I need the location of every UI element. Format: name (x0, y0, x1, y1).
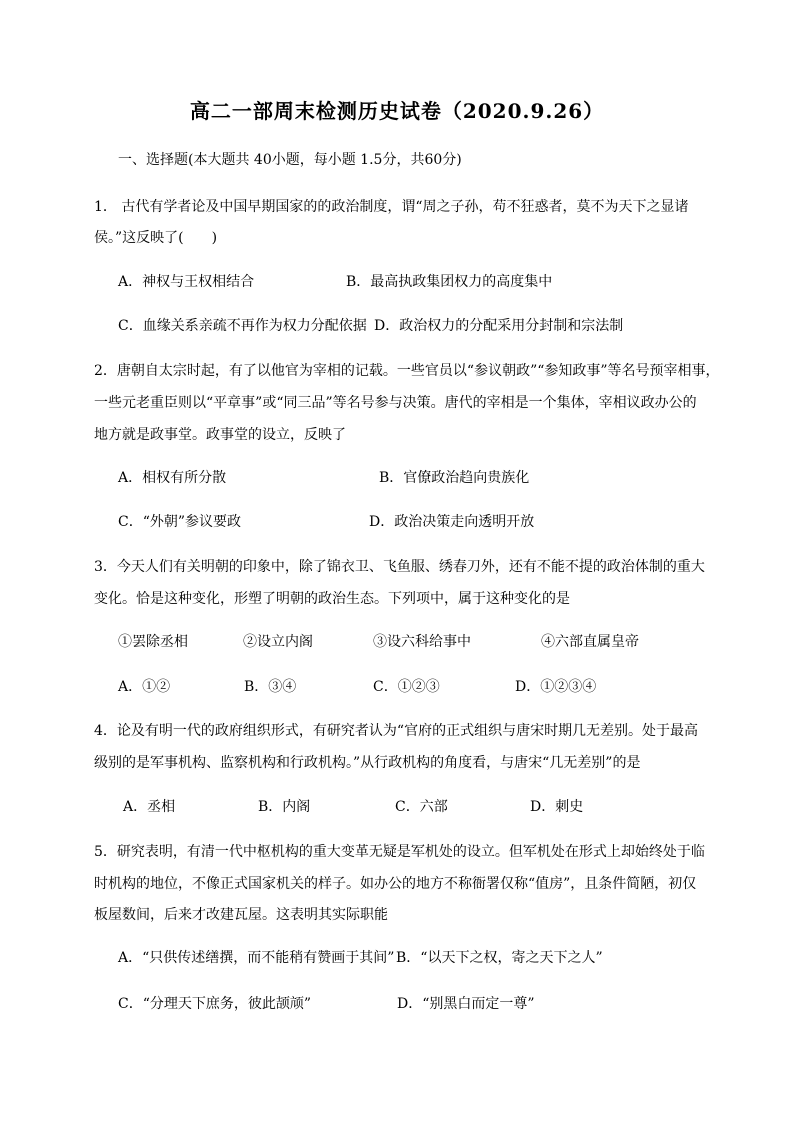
q5-option-d: D．“别黑白而定一尊” (397, 996, 535, 1012)
section-heading: 一、选择题(本大题共 40小题，每小题 1.5分，共60分) (118, 152, 462, 168)
q2-option-a: A．相权有所分散 (118, 470, 227, 486)
q4-option-d: D．刺史 (530, 799, 584, 815)
q4-option-a: A．丞相 (123, 799, 176, 815)
q2-stem-line1: 2．唐朝自太宗时起，有了以他官为宰相的记载。一些官员以“参议朝政”“参知政事”等名号预宰相事， (94, 363, 720, 379)
q5-option-c: C．“分理天下庶务，彼此颉颃” (118, 996, 312, 1012)
q1-option-c: C．血缘关系亲疏不再作为权力分配依据 (118, 318, 367, 334)
q2-stem-line3: 地方就是政事堂。政事堂的设立，反映了 (94, 427, 346, 443)
q3-option-d: D．①②③④ (515, 679, 597, 695)
q3-stem-line2: 变化。恰是这种变化，形塑了明朝的政治生态。下列项中，属于这种变化的是 (94, 591, 570, 607)
q3-item-3: ③设六科给事中 (373, 634, 471, 650)
exam-title: 高二一部周末检测历史试卷（2020.9.26） (189, 99, 605, 123)
q3-item-2: ②设立内阁 (243, 634, 313, 650)
q2-option-b: B．官僚政治趋向贵族化 (379, 470, 530, 486)
q4-stem-line2: 级别的是军事机构、监察机构和行政机构。”从行政机构的角度看，与唐宋“几无差别”的是 (94, 755, 641, 771)
q2-stem-line2: 一些元老重臣则以“平章事”或“同三品”等名号参与决策。唐代的宰相是一个集体，宰相议政办公的 (94, 395, 697, 411)
q2-option-c: C．“外朝”参议要政 (118, 514, 242, 530)
q3-option-b: B．③④ (244, 679, 297, 695)
q1-option-b: B．最高执政集团权力的高度集中 (346, 274, 553, 290)
q2-option-d: D．政治决策走向透明开放 (369, 514, 535, 530)
q1-stem-line2: 侯。”这反映了( ) (94, 230, 218, 246)
q3-item-4: ④六部直属皇帝 (541, 634, 639, 650)
q5-option-a: A．“只供传述缮撰，而不能稍有赞画于其间” (118, 950, 395, 966)
q3-item-1: ①罢除丞相 (118, 634, 188, 650)
q4-stem-line1: 4．论及有明一代的政府组织形式，有研究者认为“官府的正式组织与唐宋时期几无差别。处于最高 (94, 723, 699, 739)
q5-stem-line3: 板屋数间，后来才改建瓦屋。这表明其实际职能 (94, 907, 388, 923)
q5-stem-line1: 5．研究表明，有清一代中枢机构的重大变革无疑是军机处的设立。但军机处在形式上却始终处于临 (94, 844, 705, 860)
q3-option-a: A．①② (118, 679, 171, 695)
q1-option-a: A．神权与王权相结合 (118, 274, 255, 290)
q4-option-b: B．内阁 (258, 799, 311, 815)
q4-option-c: C．六部 (395, 799, 448, 815)
q1-stem-line1: 1． 古代有学者论及中国早期国家的的政治制度，谓“周之子孙，苟不狂惑者，莫不为天下之显诸 (94, 199, 689, 215)
q3-option-c: C．①②③ (373, 679, 440, 695)
q1-option-d: D．政治权力的分配采用分封制和宗法制 (374, 318, 624, 334)
q5-option-b: B．“以天下之权，寄之天下之人” (396, 950, 603, 966)
q5-stem-line2: 时机构的地位，不像正式国家机关的样子。如办公的地方不称衙署仅称“值房”，且条件简陋，初仅 (94, 876, 697, 892)
q3-stem-line1: 3．今天人们有关明朝的印象中，除了锦衣卫、飞鱼服、绣春刀外，还有不能不提的政治体制的重大 (94, 559, 705, 575)
